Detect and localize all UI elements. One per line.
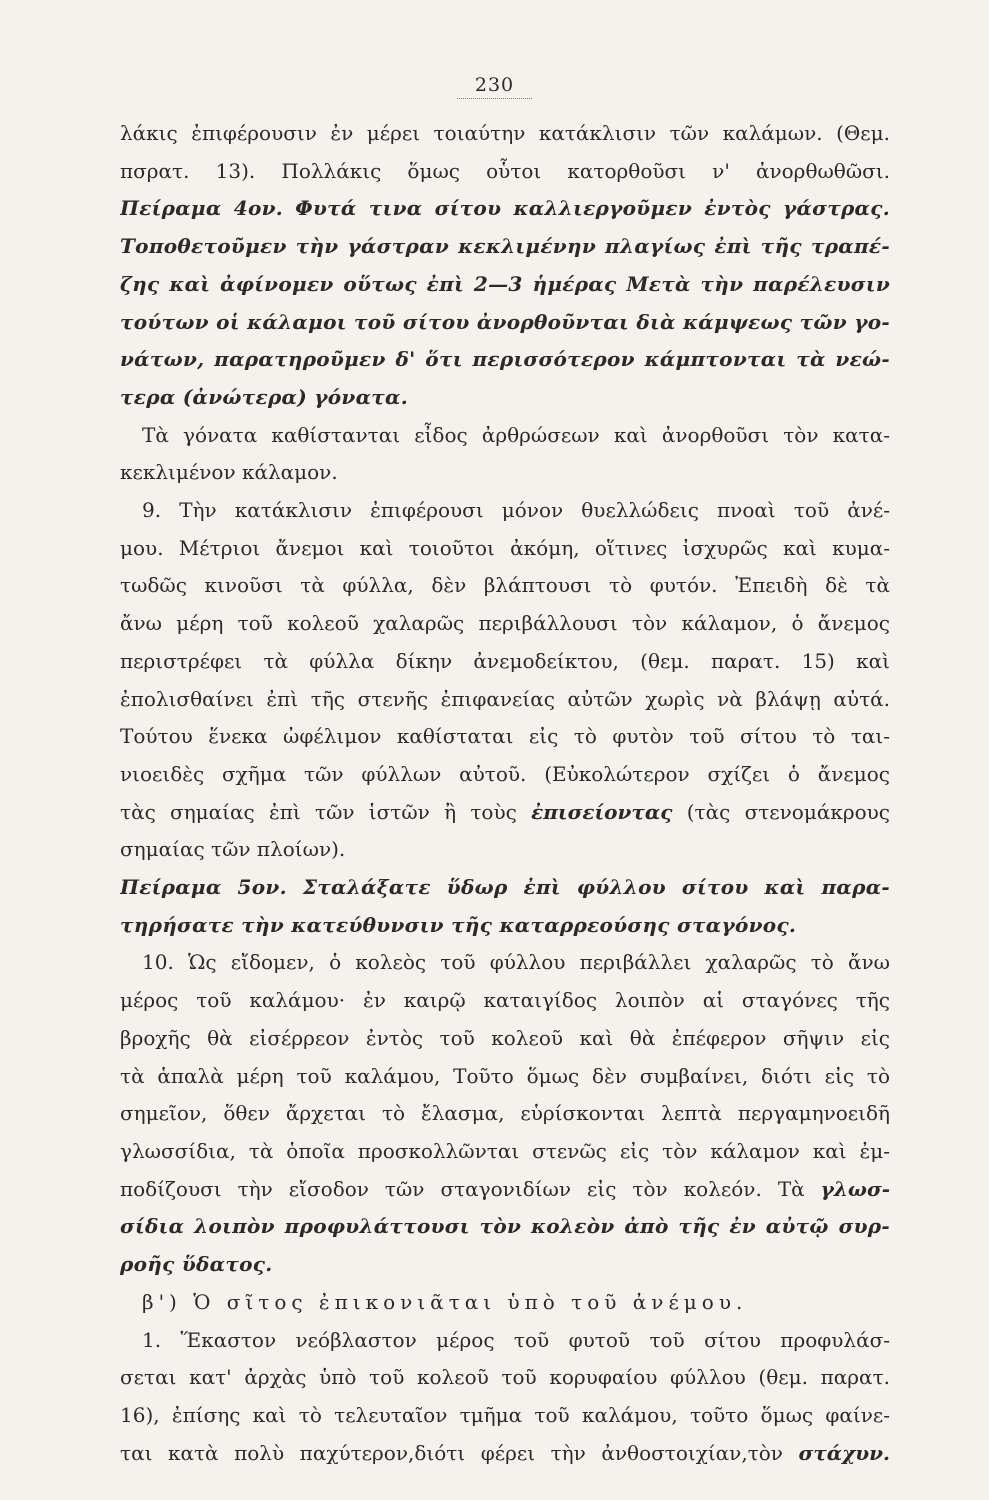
section-heading: β') Ὁ σῖτος ἐπικονιᾶται ὑπὸ τοῦ ἀνέμου. (142, 1289, 748, 1314)
text-line: ἄνω μέρη τοῦ κολεοῦ χαλαρῶς περιβάλλουσι τὸν κάλαμον, ὁ ἄνεμος (120, 611, 890, 636)
text-line: Τούτου ἕνεκα ὠφέλιμον καθίσταται εἰς τὸ φυτὸν τοῦ σίτου τὸ ται- (120, 724, 890, 749)
text-line: τωδῶς κινοῦσι τὰ φύλλα, δὲν βλάπτουσι τὸ φυτόν. Ἐπειδὴ δὲ τὰ (120, 573, 890, 598)
text-segment: τὰς σημαίας ἐπὶ τῶν ἱστῶν ἢ τοὺς (120, 799, 517, 824)
text-line (120, 1435, 890, 1473)
page-number: 230 (0, 74, 989, 99)
text-line: σίδια λοιπὸν προφυλάττουσι τὸν κολεὸν ἀπὸ τῆς ἐν αὐτῷ συρ- (120, 1214, 890, 1239)
text-line: βροχῆς θὰ εἰσέρρεον ἐντὸς τοῦ κολεοῦ καὶ θὰ ἐπέφερον σῆψιν εἰς (120, 1025, 890, 1050)
body-text (120, 115, 890, 1472)
text-line (120, 1171, 890, 1209)
text-line: λάκις ἐπιφέρουσιν ἐν μέρει τοιαύτην κατάκλισιν τῶν καλάμων. (Θεμ. (120, 121, 890, 145)
text-line: τερα (ἀνώτερα) γόνατα. (120, 384, 408, 409)
text-line: νιοειδὲς σχῆμα τῶν φύλλων αὐτοῦ. (Εὐκολώτερον σχίζει ὁ ἄνεμος (120, 761, 890, 786)
emphasized-term: γλωσ- (820, 1176, 890, 1201)
text-line: γλωσσίδια, τὰ ὁποῖα προσκολλῶνται στενῶς εἰς τὸν κάλαμον καὶ ἐμ- (120, 1138, 890, 1163)
experiment-heading: Πείραμα 4ον. Φυτά τινα σίτου καλλιεργοῦμεν ἐντὸς γάστρας. (120, 196, 890, 221)
paragraph-number-line: 10. Ὡς εἴδομεν, ὁ κολεὸς τοῦ φύλλου περιβάλλει χαλαρῶς τὸ ἄνω (142, 950, 890, 975)
text-line (120, 794, 890, 832)
text-line: Τοποθετοῦμεν τὴν γάστραν κεκλιμένην πλαγίως ἐπὶ τῆς τραπέ- (120, 234, 890, 259)
text-line: τούτων οἱ κάλαμοι τοῦ σίτου ἀνορθοῦνται διὰ κάμψεως τῶν γο- (120, 309, 890, 334)
text-line: σημεῖον, ὅθεν ἄρχεται τὸ ἔλασμα, εὑρίσκονται λεπτὰ περγαμηνοειδῆ (120, 1101, 890, 1126)
text-line: πσρατ. 13). Πολλάκις ὅμως οὗτοι κατορθοῦσι ν' ἀνορθωθῶσι. (120, 158, 890, 183)
text-segment: ποδίζουσι τὴν εἴσοδον τῶν σταγονιδίων εἰς τὸν κολεόν. Τὰ (120, 1176, 805, 1201)
text-line: σεται κατ' ἀρχὰς ὑπὸ τοῦ κολεοῦ τοῦ κορυφαίου φύλλου (θεμ. παρατ. (120, 1365, 890, 1390)
text-segment: (τὰς στενομάκρους (686, 799, 890, 824)
text-line: κεκλιμένον κάλαμον. (120, 460, 338, 485)
text-line: νάτων, παρατηροῦμεν δ' ὅτι περισσότερον κάμπτονται τὰ νεώ- (120, 347, 890, 372)
text-line: τηρήσατε τὴν κατεύθυνσιν τῆς καταρρεούσης σταγόνος. (120, 912, 797, 937)
text-line: ἐπολισθαίνει ἐπὶ τῆς στενῆς ἐπιφανείας αὐτῶν χωρὶς νὰ βλάψῃ αὐτά. (120, 686, 890, 711)
text-line: μέρος τοῦ καλάμου· ἐν καιρῷ καταιγίδος λοιπὸν αἱ σταγόνες τῆς (120, 988, 890, 1013)
text-line: τὰ ἁπαλὰ μέρη τοῦ καλάμου, Τοῦτο ὅμως δὲν συμβαίνει, διότι εἰς τὸ (120, 1063, 890, 1088)
text-line: περιστρέφει τὰ φύλλα δίκην ἀνεμοδείκτου, (θεμ. παρατ. 15) καὶ (120, 648, 890, 673)
paragraph-number-line: 1. Ἕκαστον νεόβλαστον μέρος τοῦ φυτοῦ τοῦ σίτου προφυλάσ- (142, 1327, 890, 1352)
text-line: ζης καὶ ἀφίνομεν οὕτως ἐπὶ 2—3 ἡμέρας Μετὰ τὴν παρέλευσιν (120, 271, 890, 296)
text-line: Τὰ γόνατα καθίστανται εἶδος ἀρθρώσεων καὶ ἀνορθοῦσι τὸν κατα- (142, 422, 890, 447)
emphasized-term: στάχυν. (798, 1440, 890, 1465)
emphasized-term: ἐπισείοντας (531, 799, 673, 824)
experiment-heading: Πείραμα 5ον. Σταλάξατε ὕδωρ ἐπὶ φύλλου σίτου καὶ παρα- (120, 875, 890, 900)
text-line: μου. Μέτριοι ἄνεμοι καὶ τοιοῦτοι ἀκόμη, οἵτινες ἰσχυρῶς καὶ κυμα- (120, 535, 890, 560)
paragraph-number-line: 9. Τὴν κατάκλισιν ἐπιφέρουσι μόνον θυελλώδεις πνοαὶ τοῦ ἀνέ- (142, 498, 890, 523)
text-segment: ται κατὰ πολὺ παχύτερον,διότι φέρει τὴν ἀνθοστοιχίαν,τὸν (120, 1440, 783, 1465)
text-line: σημαίας τῶν πλοίων). (120, 837, 346, 862)
text-line: ροῆς ὕδατος. (120, 1252, 273, 1277)
text-line: 16), ἐπίσης καὶ τὸ τελευταῖον τμῆμα τοῦ καλάμου, τοῦτο ὅμως φαίνε- (120, 1402, 890, 1427)
